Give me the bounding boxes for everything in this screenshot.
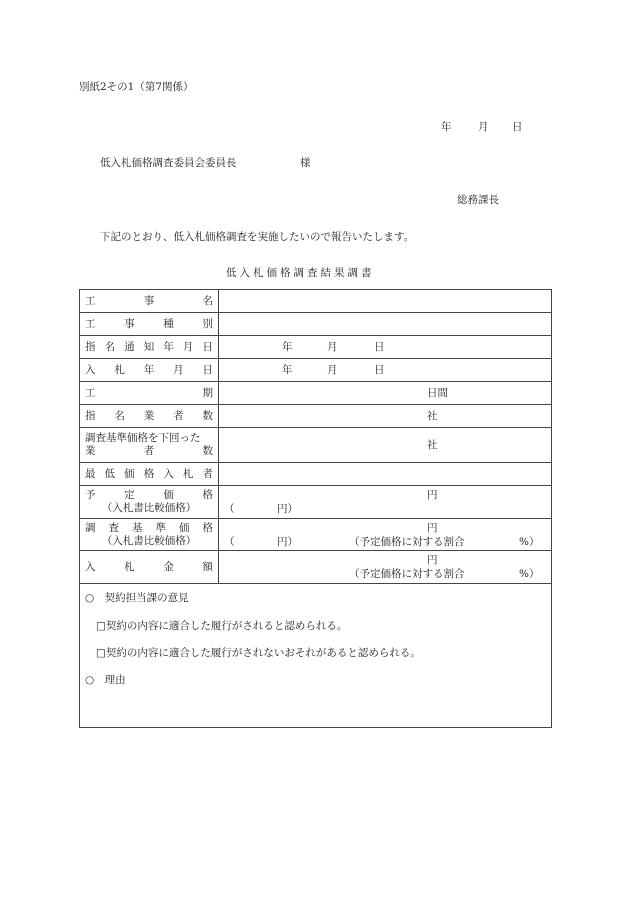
row-project-type [80,313,552,336]
label-below-standard: 調査基準価格を下回った 業 者 数 [80,428,219,463]
row-nomination-date [80,336,552,359]
row-project-name [80,290,552,313]
opinion-section [80,584,552,728]
opinion-option-1[interactable]: □契約の内容に適合した履行がされると認められる。 [96,620,348,632]
value-period[interactable]: 日間 [219,382,552,405]
row-planned-price [80,486,552,519]
label-project-name: 工 事 名 [80,290,219,313]
row-lowest-bidder [80,463,552,486]
row-standard-price [80,519,552,551]
label-bid-date: 入 札 年 月 日 [80,359,219,382]
row-bid-amount [80,551,552,584]
label-nomination-date: 指 名 通 知 年 月 日 [80,336,219,359]
label-standard-price: 調 査 基 準 価 格 （入札書比較価格） [80,519,219,551]
annex-label: 別紙2その1（第7関係） [79,81,194,93]
label-project-type: 工 事 種 別 [80,313,219,336]
intro-text: 下記のとおり、低入札価格調査を実施したいので報告いたします。 [100,231,415,243]
date-month-label: 月 [478,121,489,133]
value-planned-price[interactable]: 円 （ 円） [219,486,552,519]
value-project-name[interactable] [219,290,552,313]
row-opinion [80,584,552,728]
report-table [79,289,552,728]
value-standard-price[interactable]: 円 （ 円） （予定価格に対する割合 %） [219,519,552,551]
opinion-option-2[interactable]: □契約の内容に適合した履行がされないおそれがあると認められる。 [96,647,421,659]
row-nominated-count [80,405,552,428]
value-nominated-count[interactable]: 社 [219,405,552,428]
value-lowest-bidder[interactable] [219,463,552,486]
label-bid-amount: 入 札 金 額 [80,551,219,584]
addressee: 低入札価格調査委員会委員長 [100,157,237,169]
opinion-heading: ○ 契約担当課の意見 [85,592,189,604]
row-below-standard [80,428,552,463]
date-day-label: 日 [512,121,523,133]
sender: 総務課長 [457,194,499,206]
form-title: 低入札価格調査結果調書 [226,267,375,279]
label-nominated-count: 指 名 業 者 数 [80,405,219,428]
row-period [80,382,552,405]
date-year-label: 年 [441,121,452,133]
value-bid-date[interactable]: 年 月 日 [219,359,552,382]
opinion-reason-label: ○ 理由 [85,674,126,686]
value-nomination-date[interactable]: 年 月 日 [219,336,552,359]
value-below-standard[interactable]: 社 [219,428,552,463]
honorific: 様 [300,157,311,169]
label-lowest-bidder: 最 低 価 格 入 札 者 [80,463,219,486]
value-bid-amount[interactable]: 円 （予定価格に対する割合 %） [219,551,552,584]
label-planned-price: 予 定 価 格 （入札書比較価格） [80,486,219,519]
row-bid-date [80,359,552,382]
value-project-type[interactable] [219,313,552,336]
label-period: 工 期 [80,382,219,405]
